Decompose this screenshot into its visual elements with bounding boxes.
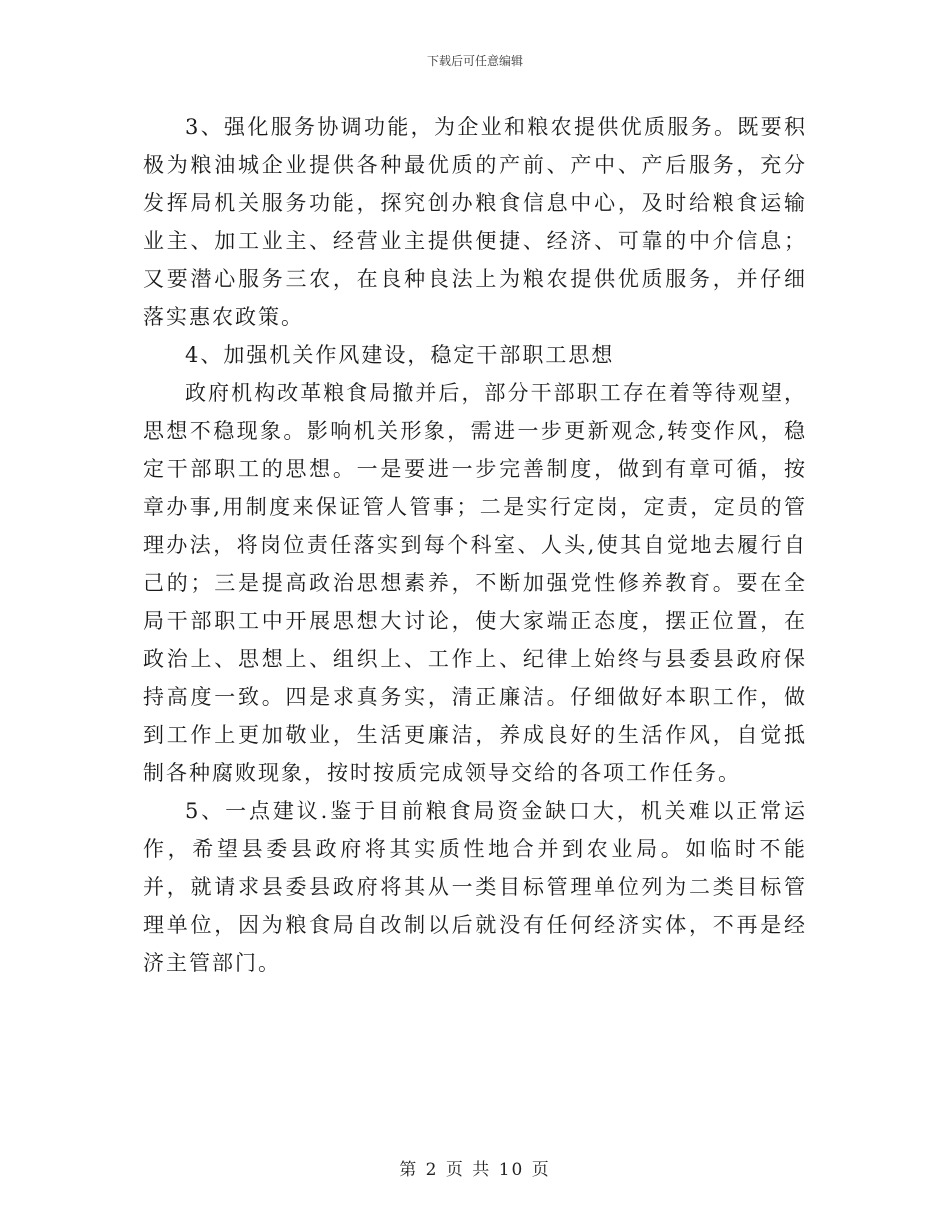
- paragraph-item-4-heading: 4、加强机关作风建设，稳定干部职工思想: [185, 343, 615, 367]
- paragraph-item-3: 3、强化服务协调功能，为企业和粮农提供优质服务。既要积极为粮油城企业提供各种最优质的产前、产中、产后服务，充分发挥局机关服务功能，探究创办粮食信息中心，及时给粮食运输业主、加工业主、经营业主提供便捷、经济、可靠的中介信息；又要潜心服务三农，在良种良法上为粮农提供优质服务，并仔细落实惠农政策。: [143, 115, 807, 329]
- page-number: 第 2 页 共 10 页: [399, 1160, 551, 1180]
- header-note: 下载后可任意编辑: [426, 54, 523, 68]
- paragraph-item-5: 5、一点建议.鉴于目前粮食局资金缺口大，机关难以正常运作，希望县委县政府将其实质性地合并到农业局。如临时不能并，就请求县委县政府将其从一类目标管理单位列为二类目标管理单位，因为粮食局自改制以后就没有任何经济实体，不再是经济主管部门。: [143, 799, 807, 975]
- paragraph-style-improvement: 政府机构改革粮食局撤并后，部分干部职工存在着等待观望，思想不稳现象。影响机关形象，需进一步更新观念,转变作风，稳定干部职工的思想。一是要进一步完善制度，做到有章可循，按章办事,用制度来保证管人管事；二是实行定岗，定责，定员的管理办法，将岗位责任落实到每个科室、人头,使其自觉地去履行自己的；三是提高政治思想素养，不断加强党性修养教育。要在全局干部职工中开展思想大讨论，使大家端正态度，摆正位置，在政治上、思想上、组织上、工作上、纪律上始终与县委县政府保持高度一致。四是求真务实，清正廉洁。仔细做好本职工作，做到工作上更加敬业，生活更廉洁，养成良好的生活作风，自觉抵制各种腐败现象，按时按质完成领导交给的各项工作任务。: [143, 381, 807, 785]
- document-body: [143, 108, 807, 982]
